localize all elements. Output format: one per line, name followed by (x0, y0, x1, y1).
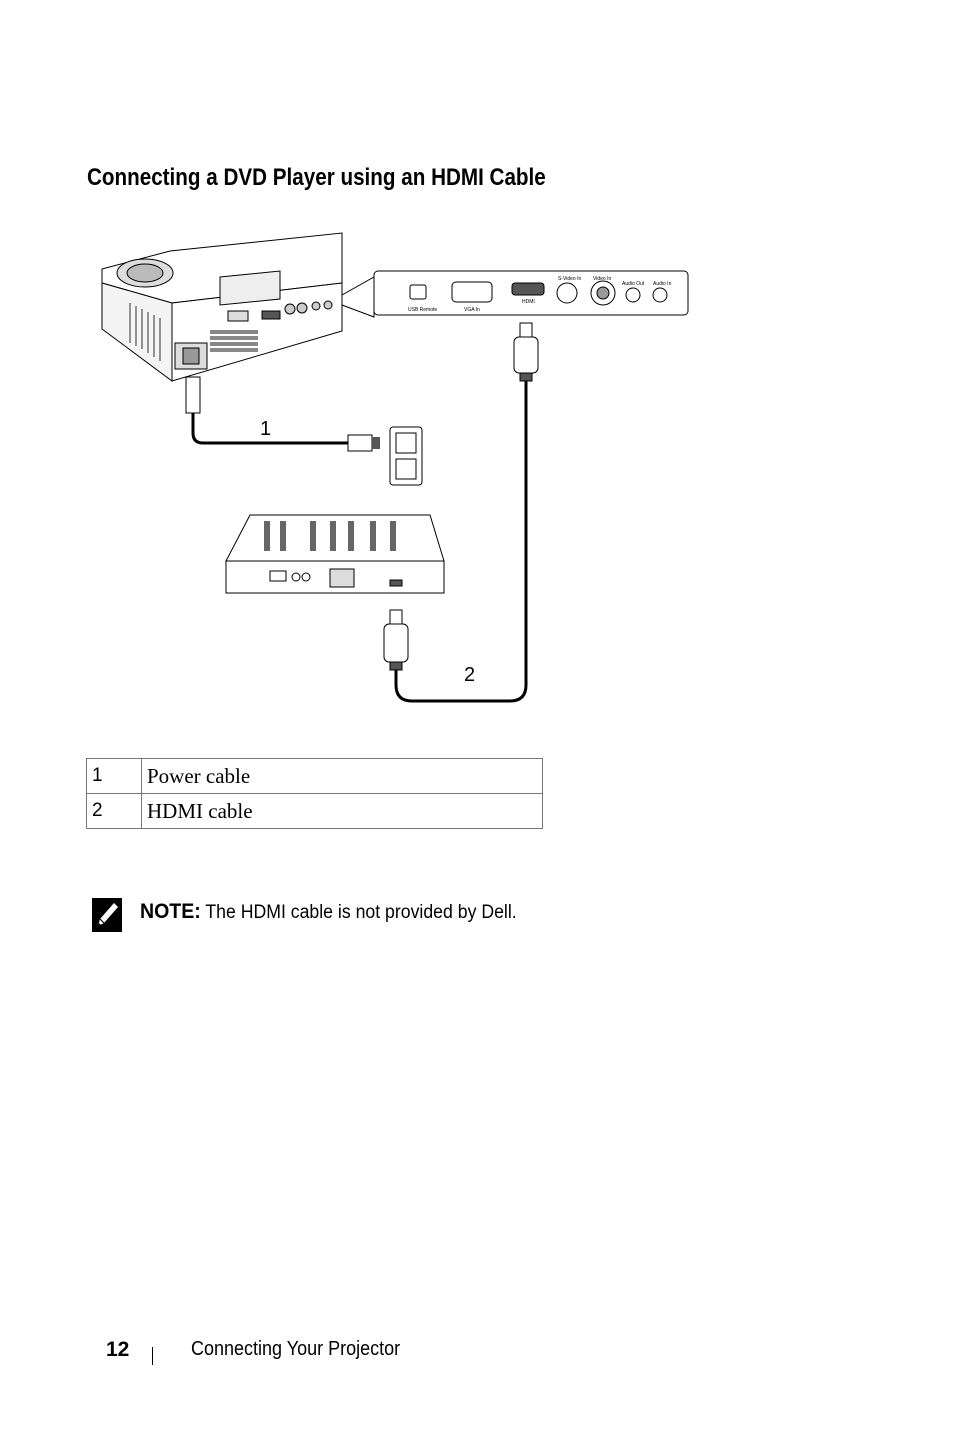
callout-1: 1 (260, 418, 272, 440)
table-row (87, 794, 543, 829)
projector-illustration (102, 233, 342, 381)
port-label: Audio In (653, 281, 672, 287)
port-label: S-Video In (558, 276, 582, 282)
note-text: The HDMI cable is not provided by Dell. (200, 902, 517, 923)
connection-diagram (80, 225, 710, 715)
pencil-note-icon (92, 898, 122, 932)
port-label: Video In (593, 276, 612, 282)
footer-divider (152, 1347, 153, 1365)
port-label: VGA In (464, 307, 480, 313)
legend-number: 1 (87, 759, 142, 794)
section-title: Connecting a DVD Player using an HDMI Cable (87, 164, 546, 191)
note-label: NOTE: (140, 900, 201, 923)
port-label: Audio Out (622, 281, 645, 287)
page-number: 12 (106, 1338, 130, 1361)
port-label: USB Remote (408, 307, 438, 313)
power-cable (186, 377, 380, 451)
chapter-title: Connecting Your Projector (191, 1338, 401, 1360)
table-row (87, 759, 543, 794)
hdmi-cable (384, 323, 538, 701)
legend-number: 2 (87, 794, 142, 829)
dvd-player-illustration (226, 515, 444, 593)
note-block (92, 898, 592, 934)
legend-table (86, 758, 543, 829)
legend-label: Power cable (142, 759, 543, 794)
callout-2: 2 (464, 664, 476, 686)
legend-label: HDMI cable (142, 794, 543, 829)
port-label: HDMI (522, 299, 535, 305)
